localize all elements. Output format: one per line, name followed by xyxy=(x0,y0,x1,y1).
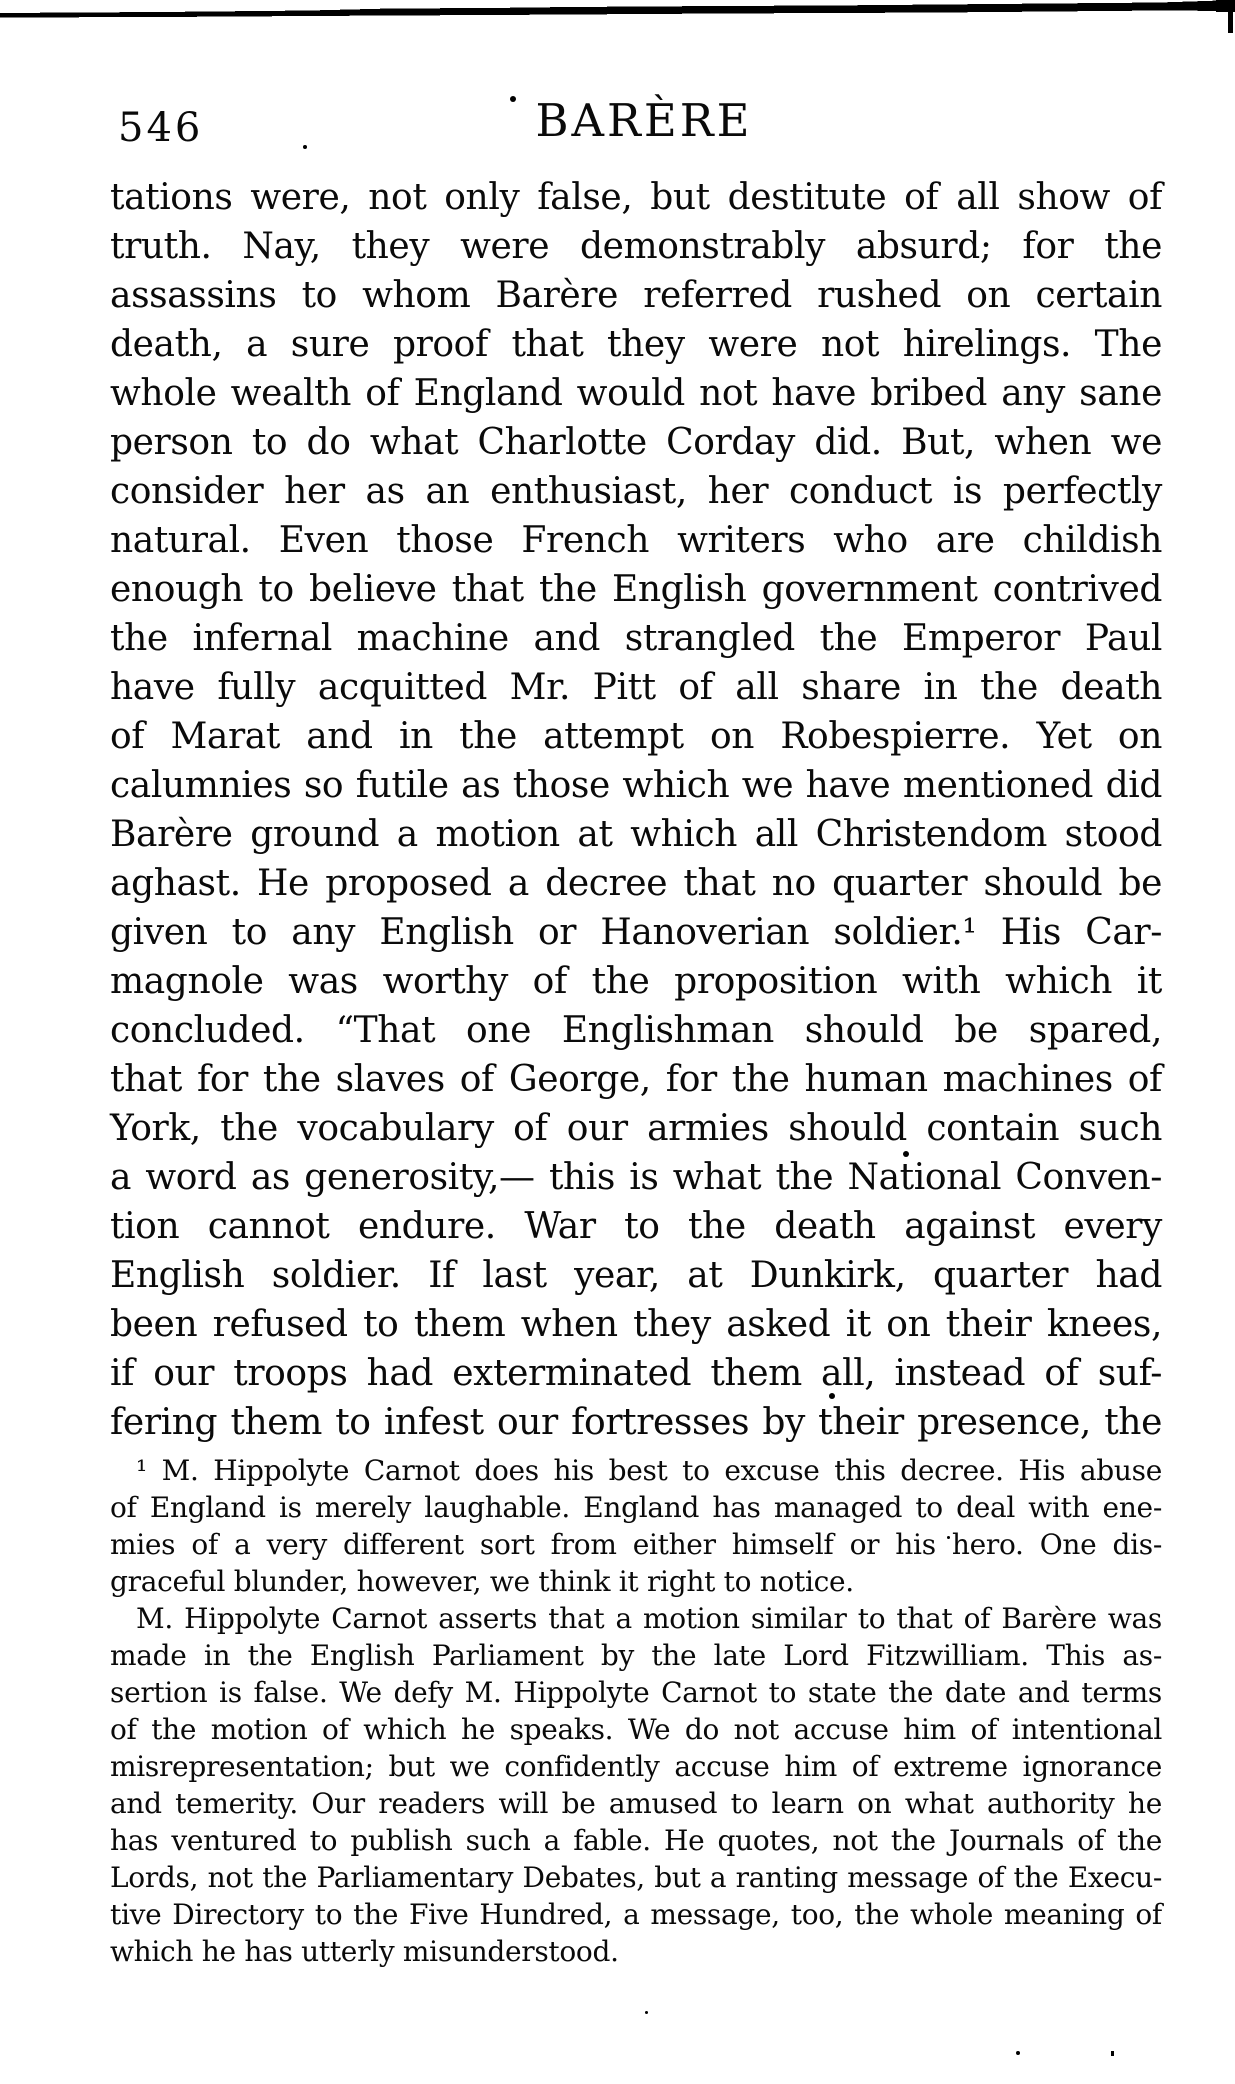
scan-speck xyxy=(645,2011,648,2014)
text-line: English soldier. If last year, at Dunkirk, quarter had xyxy=(110,1255,1162,1296)
text-line: have fully acquitted Mr. Pitt of all share in the death xyxy=(110,667,1162,708)
scan-speck xyxy=(1016,2051,1020,2055)
text-line: given to any English or Hanoverian soldier.¹ His Car- xyxy=(110,912,1162,953)
text-line: concluded. “That one Englishman should be spared, xyxy=(110,1010,1162,1051)
text-line: calumnies so futile as those which we have mentioned did xyxy=(110,765,1162,806)
footnote-line: ¹ M. Hippolyte Carnot does his best to excuse this decree. His abuse xyxy=(136,1454,1162,1487)
text-line: person to do what Charlotte Corday did. But, when we xyxy=(110,422,1162,463)
text-line: that for the slaves of George, for the human machines of xyxy=(110,1059,1162,1100)
text-line: the infernal machine and strangled the Emperor Paul xyxy=(110,618,1162,659)
scan-artifact-top-bar xyxy=(0,0,1235,44)
footnote-line: has ventured to publish such a fable. He quotes, not the Journals of the xyxy=(110,1824,1162,1857)
text-line: fering them to infest our fortresses by their presence, the xyxy=(110,1402,1162,1443)
footnote-line: and temerity. Our readers will be amused to learn on what authority he xyxy=(110,1787,1162,1820)
footnote-line: of the motion of which he speaks. We do not accuse him of intentional xyxy=(110,1713,1162,1746)
text-line: consider her as an enthusiast, her conduct is perfectly xyxy=(110,471,1162,512)
footnote-line: mies of a very different sort from either himself or his hero. One dis- xyxy=(110,1528,1162,1561)
text-line: natural. Even those French writers who are childish xyxy=(110,520,1162,561)
text-line: assassins to whom Barère referred rushed on certain xyxy=(110,275,1162,316)
text-line: magnole was worthy of the proposition with which it xyxy=(110,961,1162,1002)
text-line: tations were, not only false, but destitute of all show of xyxy=(110,177,1162,218)
text-line: whole wealth of England would not have bribed any sane xyxy=(110,373,1162,414)
footnote-line: which he has utterly misunderstood. xyxy=(110,1935,619,1968)
footnote xyxy=(110,1452,1162,1970)
text-line: aghast. He proposed a decree that no quarter should be xyxy=(110,863,1162,904)
footnote-line: Lords, not the Parliamentary Debates, but a ranting message of the Execu- xyxy=(110,1861,1162,1894)
text-line: a word as generosity,— this is what the National Conven- xyxy=(110,1157,1162,1198)
footnote-line: M. Hippolyte Carnot asserts that a motion similar to that of Barère was xyxy=(136,1602,1162,1635)
footnote-line: of England is merely laughable. England has managed to deal with ene- xyxy=(110,1491,1162,1524)
page-title: BARÈRE xyxy=(535,94,753,147)
running-header xyxy=(110,94,1162,154)
text-line: been refused to them when they asked it on their knees, xyxy=(110,1304,1162,1345)
body-text xyxy=(110,173,1162,1447)
text-line: enough to believe that the English government contrived xyxy=(110,569,1162,610)
text-line: if our troops had exterminated them all, instead of suf- xyxy=(110,1353,1162,1394)
page-number: 546 xyxy=(118,105,204,151)
text-line: York, the vocabulary of our armies should contain such xyxy=(110,1108,1162,1149)
scan-speck xyxy=(1111,2051,1114,2056)
footnote-line: graceful blunder, however, we think it right to notice. xyxy=(110,1565,854,1598)
text-line: death, a sure proof that they were not hirelings. The xyxy=(110,324,1162,365)
footnote-line: misrepresentation; but we confidently accuse him of extreme ignorance xyxy=(110,1750,1162,1783)
footnote-line: sertion is false. We defy M. Hippolyte Carnot to state the date and terms xyxy=(110,1676,1162,1709)
text-line: Barère ground a motion at which all Christendom stood xyxy=(110,814,1162,855)
text-line: truth. Nay, they were demonstrably absurd; for the xyxy=(110,226,1162,267)
text-line: tion cannot endure. War to the death against every xyxy=(110,1206,1162,1247)
footnote-line: made in the English Parliament by the late Lord Fitzwilliam. This as- xyxy=(110,1639,1162,1672)
text-line: of Marat and in the attempt on Robespierre. Yet on xyxy=(110,716,1162,757)
footnote-line: tive Directory to the Five Hundred, a message, too, the whole meaning of xyxy=(110,1898,1162,1931)
